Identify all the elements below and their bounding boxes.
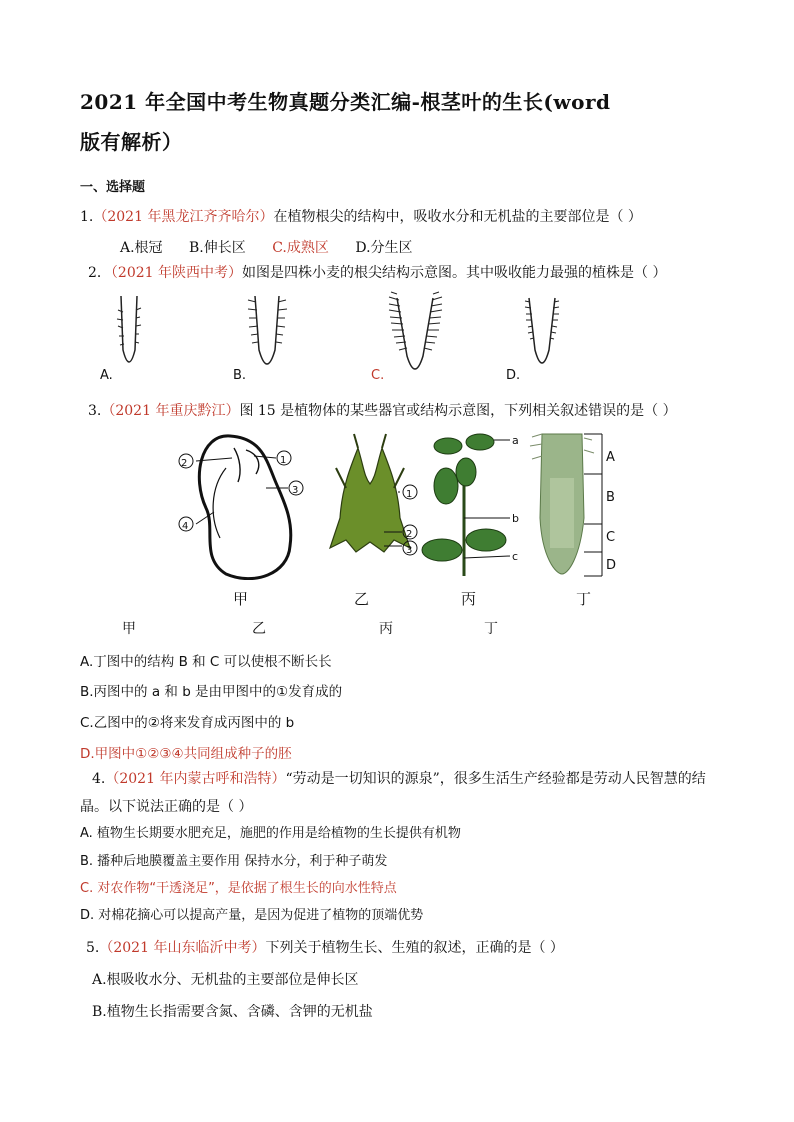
caption-below-jia: 甲 <box>122 621 136 637</box>
q3-stem-line <box>88 400 677 420</box>
q4-option-b: B. 播种后地膜覆盖主要作用 保持水分，利于种子萌发 <box>80 854 388 869</box>
shoot-diagram <box>422 434 510 576</box>
q2-stem: 如图是四株小麦的根尖结构示意图。其中吸收能力最强的植株是（ ） <box>242 265 667 281</box>
q4-option-d: D. 对棉花摘心可以提高产量，是因为促进了植物的顶端优势 <box>80 908 424 923</box>
q2-label-c: C. <box>371 368 385 383</box>
zone-label-a: A <box>606 450 615 465</box>
fig-caption-jia: 甲 <box>233 590 249 608</box>
q1-option-b: B.伸长区 <box>189 240 246 256</box>
root-tip-d <box>525 298 559 363</box>
q3-source: （2021 年重庆黔江） <box>101 403 240 419</box>
svg-text:3: 3 <box>406 545 413 556</box>
caption-below-bing: 丙 <box>379 621 393 637</box>
q5-option-a: A.根吸收水分、无机盐的主要部位是伸长区 <box>92 972 359 988</box>
seed-marker-4: 4 <box>182 521 189 532</box>
caption-below-ding: 丁 <box>484 621 498 637</box>
q1-option-a: A.根冠 <box>120 240 163 256</box>
root-tip-b <box>248 296 287 364</box>
q2-label-d: D. <box>506 368 521 383</box>
q1-stem-line <box>80 206 642 226</box>
q1-stem: 在植物根尖的结构中，吸收水分和无机盐的主要部位是（ ） <box>273 209 642 225</box>
shoot-letter-b: b <box>512 512 519 525</box>
q1-options <box>120 237 435 257</box>
zone-label-c: C <box>606 530 616 545</box>
seed-marker-1: 1 <box>280 455 287 466</box>
q3-option-a: A.丁图中的结构 B 和 C 可以使根不断长长 <box>80 654 332 670</box>
plant-structures-figure <box>170 428 640 580</box>
q1-option-c: C.成熟区 <box>272 240 329 256</box>
shoot-letter-a: a <box>512 434 519 447</box>
seed-marker-2: 2 <box>181 458 188 469</box>
seed-marker-3: 3 <box>292 485 299 496</box>
q5-stem: 下列关于植物生长、生殖的叙述，正确的是（ ） <box>265 940 564 956</box>
q1-source: （2021 年黑龙江齐齐哈尔） <box>93 209 274 225</box>
root-tip-section <box>530 434 602 576</box>
caption-below-yi: 乙 <box>252 621 266 637</box>
zone-label-b: B <box>606 490 615 505</box>
doc-title-line1: 2021 年全国中考生物真题分类汇编-根茎叶的生长(word <box>80 90 611 114</box>
root-tip-c <box>389 292 442 369</box>
q4-stem-line <box>92 768 706 788</box>
doc-title-line2: 版有解析） <box>80 130 183 154</box>
fig-caption-yi: 乙 <box>354 590 370 608</box>
q1-option-d: D.分生区 <box>355 240 413 256</box>
q5-stem-line <box>86 937 564 957</box>
shoot-letters <box>512 434 519 563</box>
seed-markers <box>179 451 303 532</box>
q4-stem1: “劳动是一切知识的源泉”，很多生活生产经验都是劳动人民智慧的结 <box>285 771 706 787</box>
q5-option-b: B.植物生长指需要含氮、含磷、含钾的无机盐 <box>92 1004 373 1020</box>
q5-source: （2021 年山东临沂中考） <box>99 940 266 956</box>
q2-number: 2． <box>88 265 111 281</box>
q4-stem2: 晶。以下说法正确的是（ ） <box>80 799 253 815</box>
q3-number: 3. <box>88 403 102 419</box>
q4-source: （2021 年内蒙古呼和浩特） <box>105 771 286 787</box>
q2-label-b: B. <box>233 368 247 383</box>
q3-option-b: B.丙图中的 a 和 b 是由甲图中的①发育成的 <box>80 684 343 700</box>
bud-diagram <box>330 434 413 552</box>
fig-caption-ding: 丁 <box>576 590 592 608</box>
fig-caption-bing: 丙 <box>461 590 477 608</box>
root-tip-a <box>117 296 141 362</box>
q4-number: 4. <box>92 771 106 787</box>
q2-stem-line <box>88 262 666 282</box>
q4-option-a: A. 植物生长期要水肥充足，施肥的作用是给植物的生长提供有机物 <box>80 826 461 841</box>
svg-text:2: 2 <box>406 529 413 540</box>
q3-option-d: D.甲图中①②③④共同组成种子的胚 <box>80 746 292 762</box>
section-heading: 一、选择题 <box>80 180 146 195</box>
shoot-letter-c: c <box>512 550 519 563</box>
q3-option-c: C.乙图中的②将来发育成丙图中的 b <box>80 715 295 731</box>
bud-markers <box>403 485 417 556</box>
q1-number: 1. <box>80 209 94 225</box>
q3-stem: 图 15 是植物体的某些器官或结构示意图，下列相关叙述错误的是（ ） <box>239 403 677 419</box>
svg-text:1: 1 <box>406 489 413 500</box>
q2-label-a: A. <box>100 368 113 383</box>
q4-option-c: C. 对农作物“干透浇足”，是依据了根生长的向水性特点 <box>80 881 397 896</box>
zone-label-d: D <box>606 558 617 573</box>
q5-number: 5. <box>86 940 100 956</box>
q2-source: （2021 年陕西中考） <box>110 265 243 281</box>
